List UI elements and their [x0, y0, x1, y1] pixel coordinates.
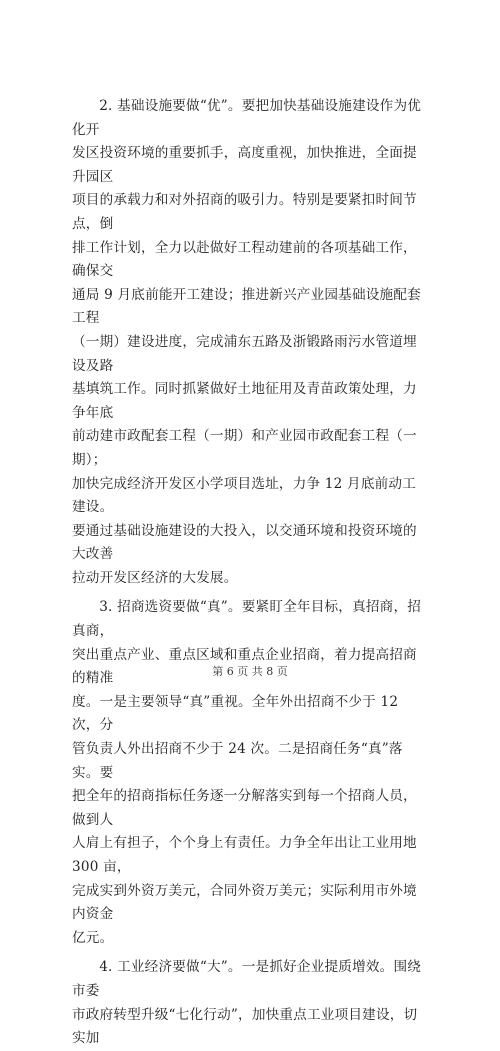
text-line: 度。一是主要领导“真”重视。全年外出招商不少于 12 次，分 [72, 693, 399, 734]
text-line: 项目的承载力和对外招商的吸引力。特别是要紧扣时间节点，倒 [72, 192, 417, 232]
text-line: 人肩上有担子，个个身上有责任。力争全年出让工业用地 300 亩， [72, 835, 417, 875]
text-line: 2. 基础设施要做“优”。要把加快基础设施建设作为优化开 [72, 98, 422, 138]
text-line: 市政府转型升级“七化行动”，加快重点工业项目建设，切实加 [72, 1006, 418, 1047]
text-line: 前动建市政配套工程（一期）和产业园市政配套工程（一期）； [72, 428, 417, 468]
text-line: 加快完成经济开发区小学项目选址，力争 12 月底前动工建设。 [72, 475, 416, 516]
text-line: 排工作计划，全力以赴做好工程动建前的各项基础工作，确保交 [72, 239, 417, 280]
text-line: 突出重点产业、重点区域和重点企业招商，着力提高招商的精准 [72, 646, 417, 687]
text-line: 完成实到外资万美元，合同外资万美元；实际利用市外境内资金 [72, 882, 417, 923]
text-line: 要通过基础设施建设的大投入，以交通环境和投资环境的大改善 [72, 522, 417, 563]
text-line: 基填筑工作。同时抓紧做好土地征用及青苗政策处理，力争年底 [72, 381, 417, 421]
text-line: （一期）建设进度，完成浦东五路及浙锻路雨污水管道埋设及路 [72, 333, 417, 374]
text-line: 通局 9 月底前能开工建设；推进新兴产业园基础设施配套工程 [72, 286, 421, 327]
paragraph-industry [72, 956, 428, 1050]
paragraph-investment [72, 596, 428, 950]
paragraph-infrastructure [72, 95, 428, 590]
text-line: 发区投资环境的重要抓手，高度重视，加快推进，全面提升园区 [72, 145, 417, 185]
text-line: 管负责人外出招商不少于 24 次。二是招商任务“真”落实。要 [72, 741, 403, 781]
page-number: 第 6 页 共 8 页 [212, 665, 288, 678]
text-line: 4. 工业经济要做“大”。一是抓好企业提质增效。围绕市委 [72, 959, 422, 999]
page-footer [0, 663, 500, 679]
text-line: 亿元。 [72, 929, 114, 946]
text-line: 把全年的招商指标任务逐一分解落实到每一个招商人员，做到人 [72, 788, 417, 828]
text-line: 拉动开发区经济的大发展。 [72, 569, 238, 586]
text-line: 3. 招商选资要做“真”。要紧盯全年目标，真招商，招真商， [72, 599, 422, 640]
